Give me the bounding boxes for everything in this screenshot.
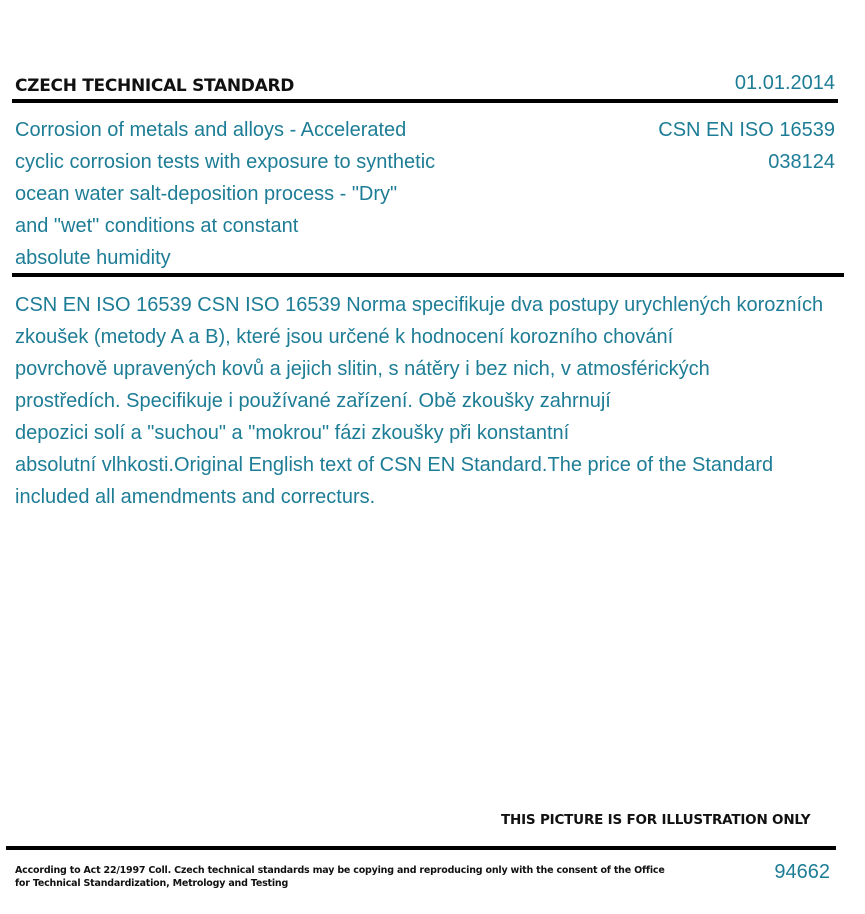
description-line: povrchově upravených kovů a jejich slitin, s nátěry i bez nich, v atmosférických bbox=[15, 358, 710, 380]
legal-notice-line: for Technical Standardization, Metrology and Testing bbox=[15, 878, 289, 889]
description-line: included all amendments and correcturs. bbox=[15, 486, 376, 508]
description-line: prostředích. Specifikuje i používané zařízení. Obě zkoušky zahrnují bbox=[15, 390, 611, 412]
standard-description bbox=[15, 289, 865, 513]
document-id: 94662 bbox=[774, 861, 830, 883]
catalog-number: 038124 bbox=[768, 151, 835, 173]
header-divider bbox=[12, 99, 838, 103]
description-line: depozici solí a "suchou" a "mokrou" fázi zkoušky při konstantní bbox=[15, 422, 570, 444]
standard-type-label: CZECH TECHNICAL STANDARD bbox=[15, 76, 295, 96]
footer-divider bbox=[6, 846, 836, 850]
title-line: and "wet" conditions at constant bbox=[15, 215, 299, 237]
standard-code: CSN EN ISO 16539 bbox=[658, 119, 835, 141]
publication-date: 01.01.2014 bbox=[734, 72, 835, 94]
description-line: CSN EN ISO 16539 CSN ISO 16539 Norma specifikuje dva postupy urychlených korozních bbox=[15, 294, 824, 316]
title-line: Corrosion of metals and alloys - Accelerated bbox=[15, 119, 407, 141]
title-divider bbox=[12, 273, 844, 277]
title-line: ocean water salt-deposition process - "Dry" bbox=[15, 183, 398, 205]
illustration-disclaimer: THIS PICTURE IS FOR ILLUSTRATION ONLY bbox=[501, 812, 811, 828]
legal-notice-line: According to Act 22/1997 Coll. Czech technical standards may be copying and reproducing only with the consent of the Office bbox=[15, 865, 665, 876]
title-line: absolute humidity bbox=[15, 247, 171, 269]
description-line: zkoušek (metody A a B), které jsou určené k hodnocení korozního chování bbox=[15, 326, 674, 348]
title-line: cyclic corrosion tests with exposure to synthetic bbox=[15, 151, 436, 173]
legal-notice bbox=[15, 864, 665, 890]
standard-title bbox=[15, 114, 485, 274]
description-line: absolutní vlhkosti.Original English text of CSN EN Standard.The price of the Standard bbox=[15, 454, 774, 476]
standard-codes bbox=[658, 114, 835, 178]
